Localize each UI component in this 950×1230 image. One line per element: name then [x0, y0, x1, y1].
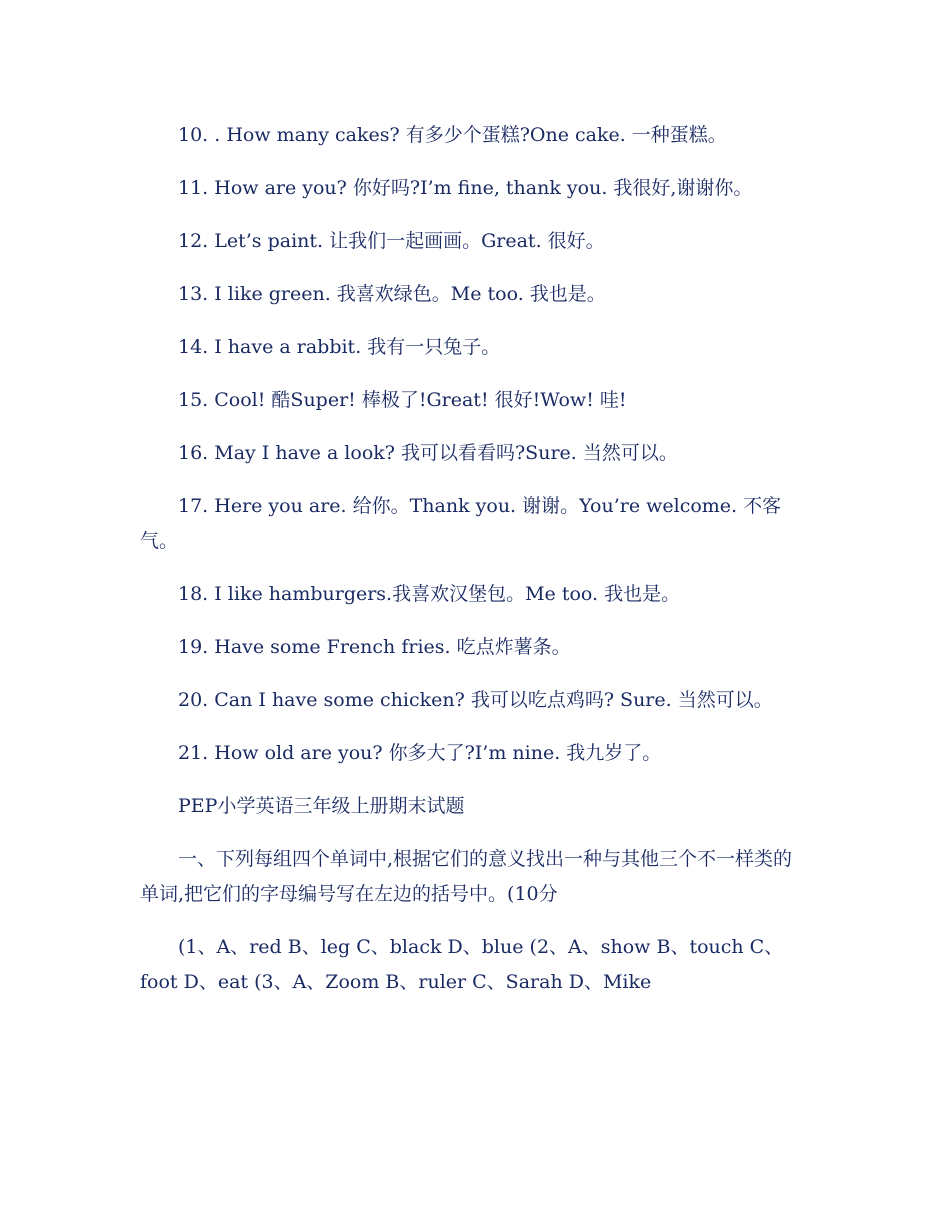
section-one-questions: (1、A、red B、leg C、black D、blue (2、A、show B、touch C、foot D、eat (3、A、Zoom B、ruler C、Sarah D、Mike — [140, 936, 784, 993]
phrase-item-19: 19. Have some French fries. 吃点炸薯条。 — [178, 636, 571, 658]
phrase-item-12: 12. Let’s paint. 让我们一起画画。Great. 很好。 — [178, 230, 605, 252]
phrase-item-16: 16. May I have a look? 我可以看看吗?Sure. 当然可以。 — [178, 442, 678, 464]
phrase-item-11: 11. How are you? 你好吗?I’m fine, thank you. 我很好,谢谢你。 — [178, 177, 753, 199]
phrase-item-17: 17. Here you are. 给你。Thank you. 谢谢。You’re welcome. 不客气。 — [140, 495, 782, 552]
phrase-item-14: 14. I have a rabbit. 我有一只兔子。 — [178, 336, 501, 358]
phrase-item-20: 20. Can I have some chicken? 我可以吃点鸡吗? Sure. 当然可以。 — [178, 689, 773, 711]
phrase-item-15: 15. Cool! 酷Super! 棒极了!Great! 很好!Wow! 哇! — [178, 389, 627, 411]
phrase-item-13: 13. I like green. 我喜欢绿色。Me too. 我也是。 — [178, 283, 606, 305]
section-one-instructions: 一、下列每组四个单词中,根据它们的意义找出一种与其他三个不一样类的单词,把它们的字母编号写在左边的括号中。(10分 — [140, 848, 793, 905]
document-body — [140, 118, 800, 1016]
phrase-item-21: 21. How old are you? 你多大了?I’m nine. 我九岁了。 — [178, 742, 662, 764]
exam-title: PEP小学英语三年级上册期末试题 — [178, 795, 465, 817]
phrase-item-10: 10. . How many cakes? 有多少个蛋糕?One cake. 一种蛋糕。 — [178, 124, 727, 146]
phrase-item-18: 18. I like hamburgers.我喜欢汉堡包。Me too. 我也是。 — [178, 583, 681, 605]
